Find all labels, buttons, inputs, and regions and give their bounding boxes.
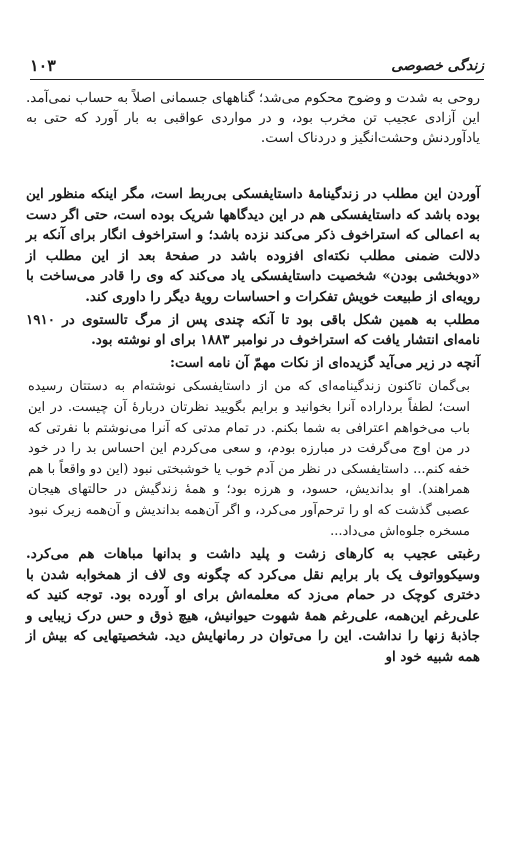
block-quote-letter: بی‌گمان تاکنون زندگینامه‌ای که من از داستایفسکی نوشته‌ام به دستتان رسیده است؛ لطفاً برداراده آنرا بخوانید و برایم بگویید نظرتان دربارهٔ آن چیست. در این باب می‌خواهم اعترافی به شما بکنم. در تمام مدتی که آنرا می‌نوشتم با نفرتی که در من اوج می‌گرفت در مبارزه بودم، و سعی می‌کردم این احساس بد را در خود خفه کنم... داستایفسکی در نظر من آدم خوب یا خوشبختی نبود (این دو واقعاً با هم همراهند). او بداندیش، حسود، و هرزه بود؛ و همهٔ زندگیش در حالتهای هیجان عصبی گذشت که او را ترحم‌آور می‌کرد، و اگر آن‌همه بداندیش و آن‌همه زیرک نبود مسخره جلوه‌اش می‌داد...: [28, 379, 470, 539]
paragraph-continuation: روحی به شدت و وضوح محکوم می‌شد؛ گناههای جسمانی اصلاً به حساب نمی‌آمد. این آزادی عجیب تن مخرب بود، و در مواردی عواقبی به بار آورد که حتی به یادآوردنش وحشت‌انگیز و دردناک است.: [26, 90, 480, 146]
page-number: ۱۰۳: [30, 56, 56, 75]
running-title: زندگی خصوصی: [391, 58, 484, 74]
paragraph-quote-intro: آنچه در زیر می‌آید گزیده‌ای از نکات مهمّ آن نامه است:: [170, 354, 480, 371]
paragraph-spacer: [26, 148, 480, 184]
paragraph-strakhov-mention: آوردن این مطلب در زندگینامهٔ داستایفسکی بی‌ربط است، مگر اینکه منظور این بوده باشد که داستایفسکی هم در این دیدگاهها شریک بوده است، حتی اگر دست به اعمالی که استراخوف ذکر می‌کند نزده باشد؛ و استراخوف انگار برای آنکه بر دلالت ضمنی مطلب نکته‌ای افزوده باشد در صفحهٔ بعد از این مطلب از «دوبخشی بودن» شخصیت داستایفسکی یاد می‌کند که وی را قادر می‌ساخت با رویه‌ای از طبیعت خویش تفکرات و احساسات رویهٔ دیگر را داوری کند.: [26, 186, 480, 305]
paragraph-tolstoy-letter: مطلب به همین شکل باقی بود تا آنکه چندی پس از مرگ تالستوی در ۱۹۱۰ نامه‌ای انتشار یافت که استراخوف در نوامبر ۱۸۸۳ برای او نوشته بود.: [26, 311, 480, 349]
page-body: [26, 88, 480, 668]
page-header: [30, 56, 484, 82]
paragraph-letter-continued: رغبتی عجیب به کارهای زشت و پلید داشت و بدانها مباهات هم می‌کرد. وسیکوواتوف یک بار برایم نقل می‌کرد که چگونه وی لاف از همخوابه شدن با دختری کوچک در حمام می‌زد که معلمه‌اش برای او آورده بود. توجه کنید که علی‌رغم این‌همه، علی‌رغم همهٔ شهوت حیوانیش، هیچ ذوق و حس درک زیبایی و جاذبهٔ زنها را نداشت. این را می‌توان در رمانهایش دید. شخصیتهایی که بیش از همه شبیه خود او: [26, 546, 480, 666]
header-rule: [30, 79, 484, 80]
